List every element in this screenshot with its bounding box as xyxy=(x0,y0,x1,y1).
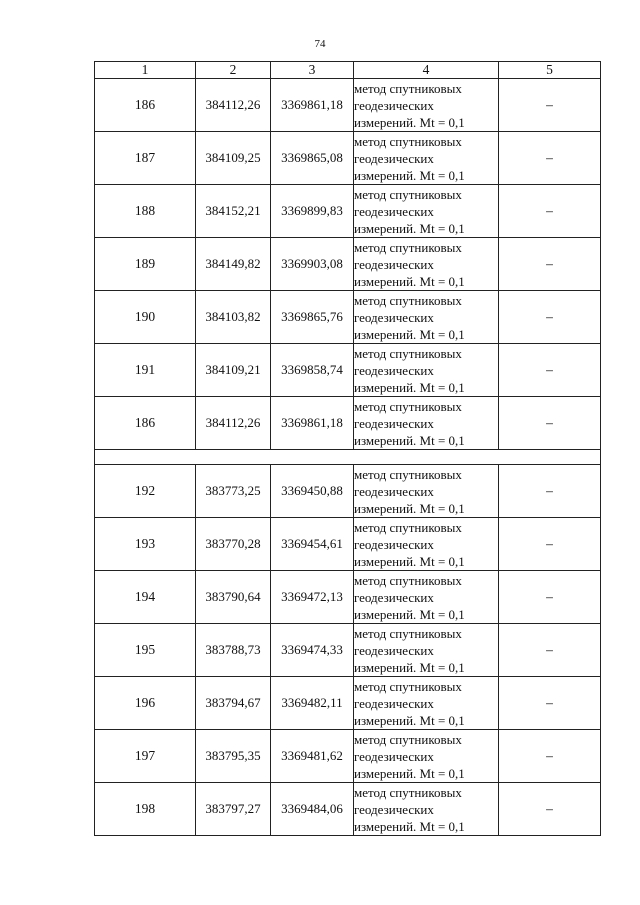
column-5-value: – xyxy=(499,624,601,677)
method-line: измерений. Mt = 0,1 xyxy=(354,553,465,569)
method-line: метод спутниковых xyxy=(354,186,462,202)
method-line: метод спутниковых xyxy=(354,398,462,414)
table-row xyxy=(95,132,601,185)
table-row xyxy=(95,730,601,783)
coordinates-table xyxy=(94,61,601,836)
y-coordinate: 3369481,62 xyxy=(271,730,354,783)
method-cell xyxy=(354,344,499,397)
x-coordinate: 383790,64 xyxy=(196,571,271,624)
point-number: 191 xyxy=(95,344,196,397)
method-cell xyxy=(354,132,499,185)
method-cell xyxy=(354,730,499,783)
y-coordinate: 3369861,18 xyxy=(271,397,354,450)
column-5-value: – xyxy=(499,132,601,185)
method-cell xyxy=(354,291,499,344)
point-number: 188 xyxy=(95,185,196,238)
y-coordinate: 3369865,76 xyxy=(271,291,354,344)
method-line: геодезических xyxy=(354,97,434,113)
method-line: измерений. Mt = 0,1 xyxy=(354,379,465,395)
method-line: измерений. Mt = 0,1 xyxy=(354,659,465,675)
method-line: геодезических xyxy=(354,695,434,711)
page-number: 74 xyxy=(314,38,326,50)
method-cell xyxy=(354,783,499,836)
column-5-value: – xyxy=(499,238,601,291)
column-5-value: – xyxy=(499,344,601,397)
method-line: геодезических xyxy=(354,256,434,272)
method-line: измерений. Mt = 0,1 xyxy=(354,765,465,781)
column-header: 2 xyxy=(196,62,271,79)
method-line: геодезических xyxy=(354,309,434,325)
method-line: измерений. Mt = 0,1 xyxy=(354,712,465,728)
point-number: 198 xyxy=(95,783,196,836)
table-row xyxy=(95,571,601,624)
method-line: метод спутниковых xyxy=(354,572,462,588)
point-number: 186 xyxy=(95,79,196,132)
table-row xyxy=(95,344,601,397)
method-cell xyxy=(354,238,499,291)
column-5-value: – xyxy=(499,291,601,344)
y-coordinate: 3369899,83 xyxy=(271,185,354,238)
y-coordinate: 3369482,11 xyxy=(271,677,354,730)
method-line: измерений. Mt = 0,1 xyxy=(354,432,465,448)
method-cell xyxy=(354,624,499,677)
table-row xyxy=(95,677,601,730)
column-5-value: – xyxy=(499,397,601,450)
method-line: метод спутниковых xyxy=(354,466,462,482)
x-coordinate: 383773,25 xyxy=(196,465,271,518)
method-line: измерений. Mt = 0,1 xyxy=(354,273,465,289)
x-coordinate: 384103,82 xyxy=(196,291,271,344)
point-number: 190 xyxy=(95,291,196,344)
column-5-value: – xyxy=(499,730,601,783)
method-line: метод спутниковых xyxy=(354,678,462,694)
point-number: 187 xyxy=(95,132,196,185)
method-line: метод спутниковых xyxy=(354,80,462,96)
method-line: метод спутниковых xyxy=(354,519,462,535)
method-line: метод спутниковых xyxy=(354,625,462,641)
x-coordinate: 383797,27 xyxy=(196,783,271,836)
method-cell xyxy=(354,571,499,624)
method-line: метод спутниковых xyxy=(354,133,462,149)
column-5-value: – xyxy=(499,677,601,730)
method-cell xyxy=(354,677,499,730)
y-coordinate: 3369450,88 xyxy=(271,465,354,518)
y-coordinate: 3369903,08 xyxy=(271,238,354,291)
point-number: 197 xyxy=(95,730,196,783)
table-row xyxy=(95,291,601,344)
column-header: 1 xyxy=(95,62,196,79)
x-coordinate: 383795,35 xyxy=(196,730,271,783)
method-line: метод спутниковых xyxy=(354,239,462,255)
method-cell xyxy=(354,518,499,571)
x-coordinate: 384112,26 xyxy=(196,397,271,450)
point-number: 196 xyxy=(95,677,196,730)
column-5-value: – xyxy=(499,465,601,518)
y-coordinate: 3369858,74 xyxy=(271,344,354,397)
method-line: геодезических xyxy=(354,415,434,431)
method-line: геодезических xyxy=(354,203,434,219)
method-cell xyxy=(354,185,499,238)
table-row xyxy=(95,624,601,677)
method-cell xyxy=(354,79,499,132)
method-line: геодезических xyxy=(354,362,434,378)
table-row xyxy=(95,783,601,836)
table-row xyxy=(95,185,601,238)
method-line: метод спутниковых xyxy=(354,345,462,361)
table-row xyxy=(95,79,601,132)
column-header: 4 xyxy=(354,62,499,79)
column-5-value: – xyxy=(499,783,601,836)
method-line: измерений. Mt = 0,1 xyxy=(354,167,465,183)
point-number: 189 xyxy=(95,238,196,291)
x-coordinate: 384112,26 xyxy=(196,79,271,132)
method-line: измерений. Mt = 0,1 xyxy=(354,114,465,130)
x-coordinate: 383794,67 xyxy=(196,677,271,730)
y-coordinate: 3369484,06 xyxy=(271,783,354,836)
method-line: геодезических xyxy=(354,801,434,817)
point-number: 193 xyxy=(95,518,196,571)
method-line: метод спутниковых xyxy=(354,731,462,747)
separator-row xyxy=(95,450,601,465)
table-row xyxy=(95,465,601,518)
column-header: 3 xyxy=(271,62,354,79)
method-cell xyxy=(354,397,499,450)
y-coordinate: 3369472,13 xyxy=(271,571,354,624)
x-coordinate: 384152,21 xyxy=(196,185,271,238)
y-coordinate: 3369861,18 xyxy=(271,79,354,132)
point-number: 195 xyxy=(95,624,196,677)
table-row xyxy=(95,397,601,450)
y-coordinate: 3369474,33 xyxy=(271,624,354,677)
method-line: геодезических xyxy=(354,642,434,658)
column-5-value: – xyxy=(499,185,601,238)
column-5-value: – xyxy=(499,571,601,624)
y-coordinate: 3369865,08 xyxy=(271,132,354,185)
method-cell xyxy=(354,465,499,518)
method-line: геодезических xyxy=(354,589,434,605)
method-line: геодезических xyxy=(354,536,434,552)
table-header-row xyxy=(95,62,601,79)
column-header: 5 xyxy=(499,62,601,79)
method-line: измерений. Mt = 0,1 xyxy=(354,326,465,342)
method-line: измерений. Mt = 0,1 xyxy=(354,220,465,236)
point-number: 194 xyxy=(95,571,196,624)
method-line: измерений. Mt = 0,1 xyxy=(354,818,465,834)
method-line: метод спутниковых xyxy=(354,292,462,308)
method-line: измерений. Mt = 0,1 xyxy=(354,500,465,516)
y-coordinate: 3369454,61 xyxy=(271,518,354,571)
table-row xyxy=(95,238,601,291)
point-number: 186 xyxy=(95,397,196,450)
x-coordinate: 383770,28 xyxy=(196,518,271,571)
x-coordinate: 384109,21 xyxy=(196,344,271,397)
column-5-value: – xyxy=(499,79,601,132)
point-number: 192 xyxy=(95,465,196,518)
method-line: геодезических xyxy=(354,748,434,764)
x-coordinate: 384109,25 xyxy=(196,132,271,185)
method-line: метод спутниковых xyxy=(354,784,462,800)
method-line: измерений. Mt = 0,1 xyxy=(354,606,465,622)
x-coordinate: 383788,73 xyxy=(196,624,271,677)
separator-cell xyxy=(95,450,601,465)
column-5-value: – xyxy=(499,518,601,571)
table-row xyxy=(95,518,601,571)
method-line: геодезических xyxy=(354,483,434,499)
x-coordinate: 384149,82 xyxy=(196,238,271,291)
method-line: геодезических xyxy=(354,150,434,166)
